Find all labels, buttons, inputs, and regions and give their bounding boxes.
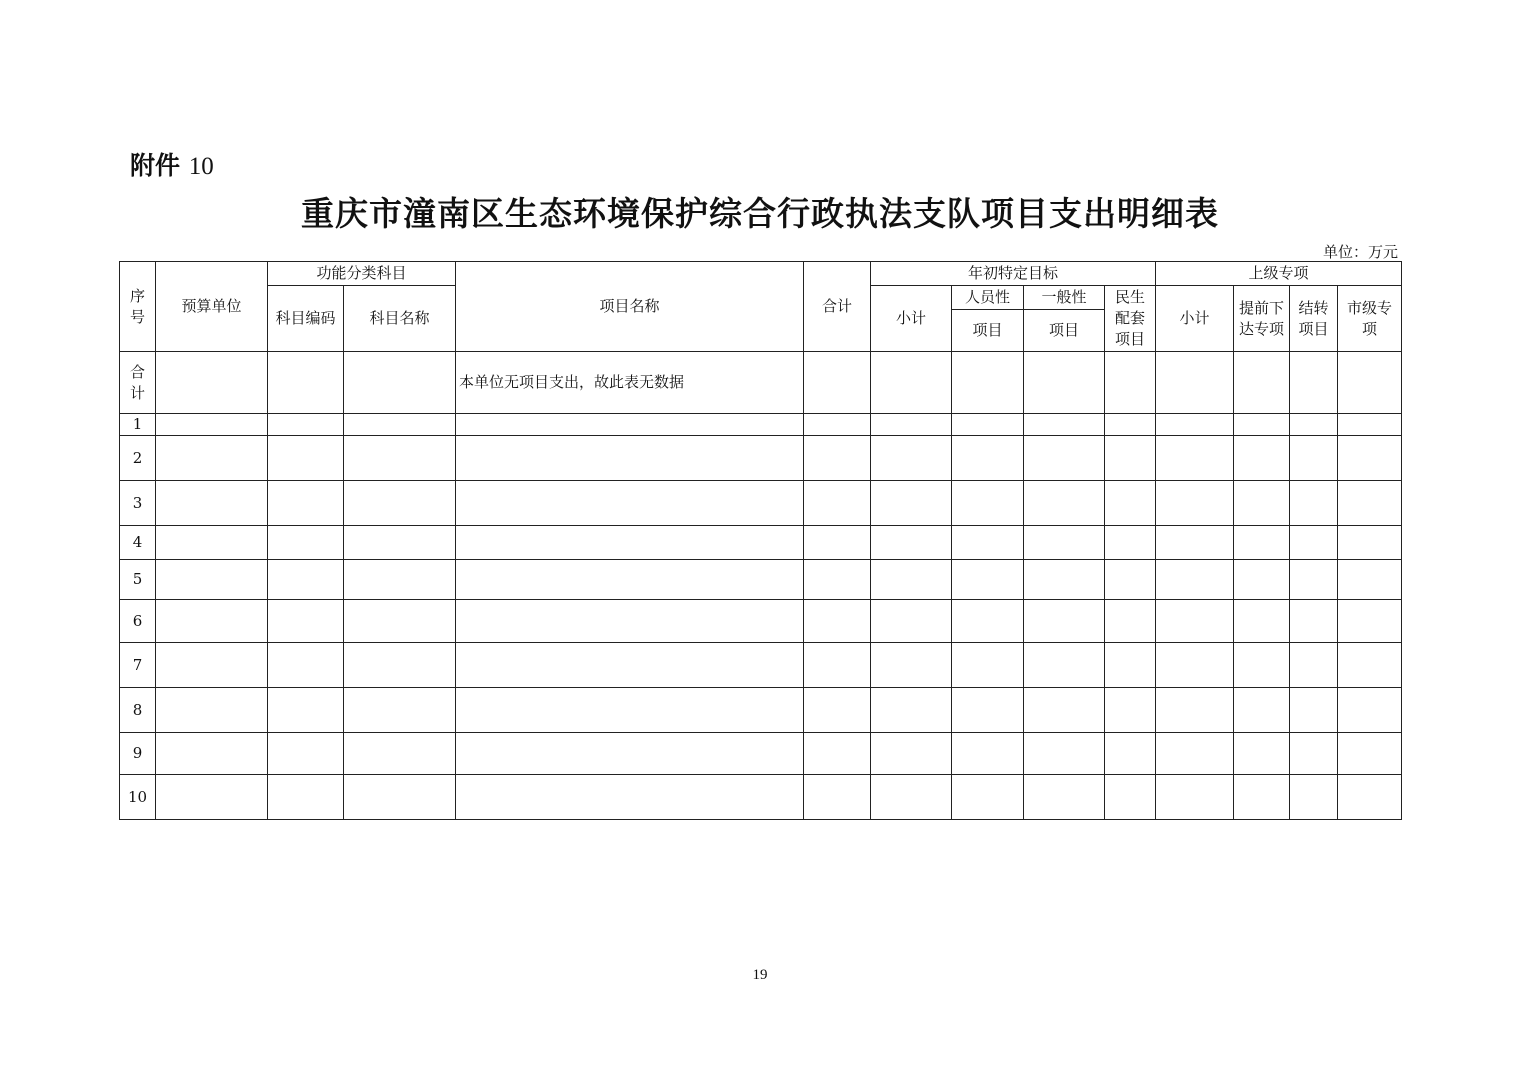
header-personnel-project: 项目 <box>952 310 1024 352</box>
header-total: 合计 <box>804 262 871 352</box>
table-row <box>120 775 1402 820</box>
header-budget-unit: 预算单位 <box>156 262 268 352</box>
unit-label: 单位：万元 <box>1322 243 1398 261</box>
table-row <box>120 688 1402 733</box>
page-number: 19 <box>752 967 768 983</box>
no-data-note: 本单位无项目支出，故此表无数据 <box>456 352 804 414</box>
table-row <box>120 560 1402 600</box>
header-general-project: 项目 <box>1024 310 1105 352</box>
header-subject-name: 科目名称 <box>344 286 456 352</box>
header-subject-code: 科目编码 <box>268 286 344 352</box>
total-label: 合 计 <box>120 352 156 414</box>
header-carryover: 结转 项目 <box>1290 286 1338 352</box>
table-row <box>120 600 1402 643</box>
table-row <box>120 414 1402 436</box>
header-superior: 上级专项 <box>1156 262 1402 286</box>
table-row <box>120 481 1402 526</box>
row-number: 2 <box>120 436 156 481</box>
header-seq: 序 号 <box>120 262 156 352</box>
row-number: 5 <box>120 560 156 600</box>
table-row <box>120 643 1402 688</box>
header-advance: 提前下 达专项 <box>1234 286 1290 352</box>
row-number: 3 <box>120 481 156 526</box>
row-number: 6 <box>120 600 156 643</box>
header-func-class: 功能分类科目 <box>268 262 456 286</box>
table-row <box>120 436 1402 481</box>
row-number: 7 <box>120 643 156 688</box>
header-project-name: 项目名称 <box>456 262 804 352</box>
page-title: 重庆市潼南区生态环境保护综合行政执法支队项目支出明细表 <box>301 194 1219 233</box>
row-number: 8 <box>120 688 156 733</box>
row-number: 9 <box>120 733 156 775</box>
table-row <box>120 526 1402 560</box>
table-row <box>120 733 1402 775</box>
header-livelihood: 民生 配套 项目 <box>1105 286 1156 352</box>
header-superior-subtotal: 小计 <box>1156 286 1234 352</box>
header-personnel: 人员性 <box>952 286 1024 310</box>
row-number: 10 <box>120 775 156 820</box>
row-number: 1 <box>120 414 156 436</box>
header-general: 一般性 <box>1024 286 1105 310</box>
project-expenditure-table <box>119 261 1402 820</box>
header-annual-target: 年初特定目标 <box>871 262 1156 286</box>
total-row <box>120 352 1402 414</box>
header-subtotal: 小计 <box>871 286 952 352</box>
attachment-prefix: 附件 <box>130 151 181 180</box>
attachment-label <box>130 146 214 182</box>
header-city-special: 市级专 项 <box>1338 286 1402 352</box>
attachment-number: 10 <box>188 153 214 180</box>
row-number: 4 <box>120 526 156 560</box>
